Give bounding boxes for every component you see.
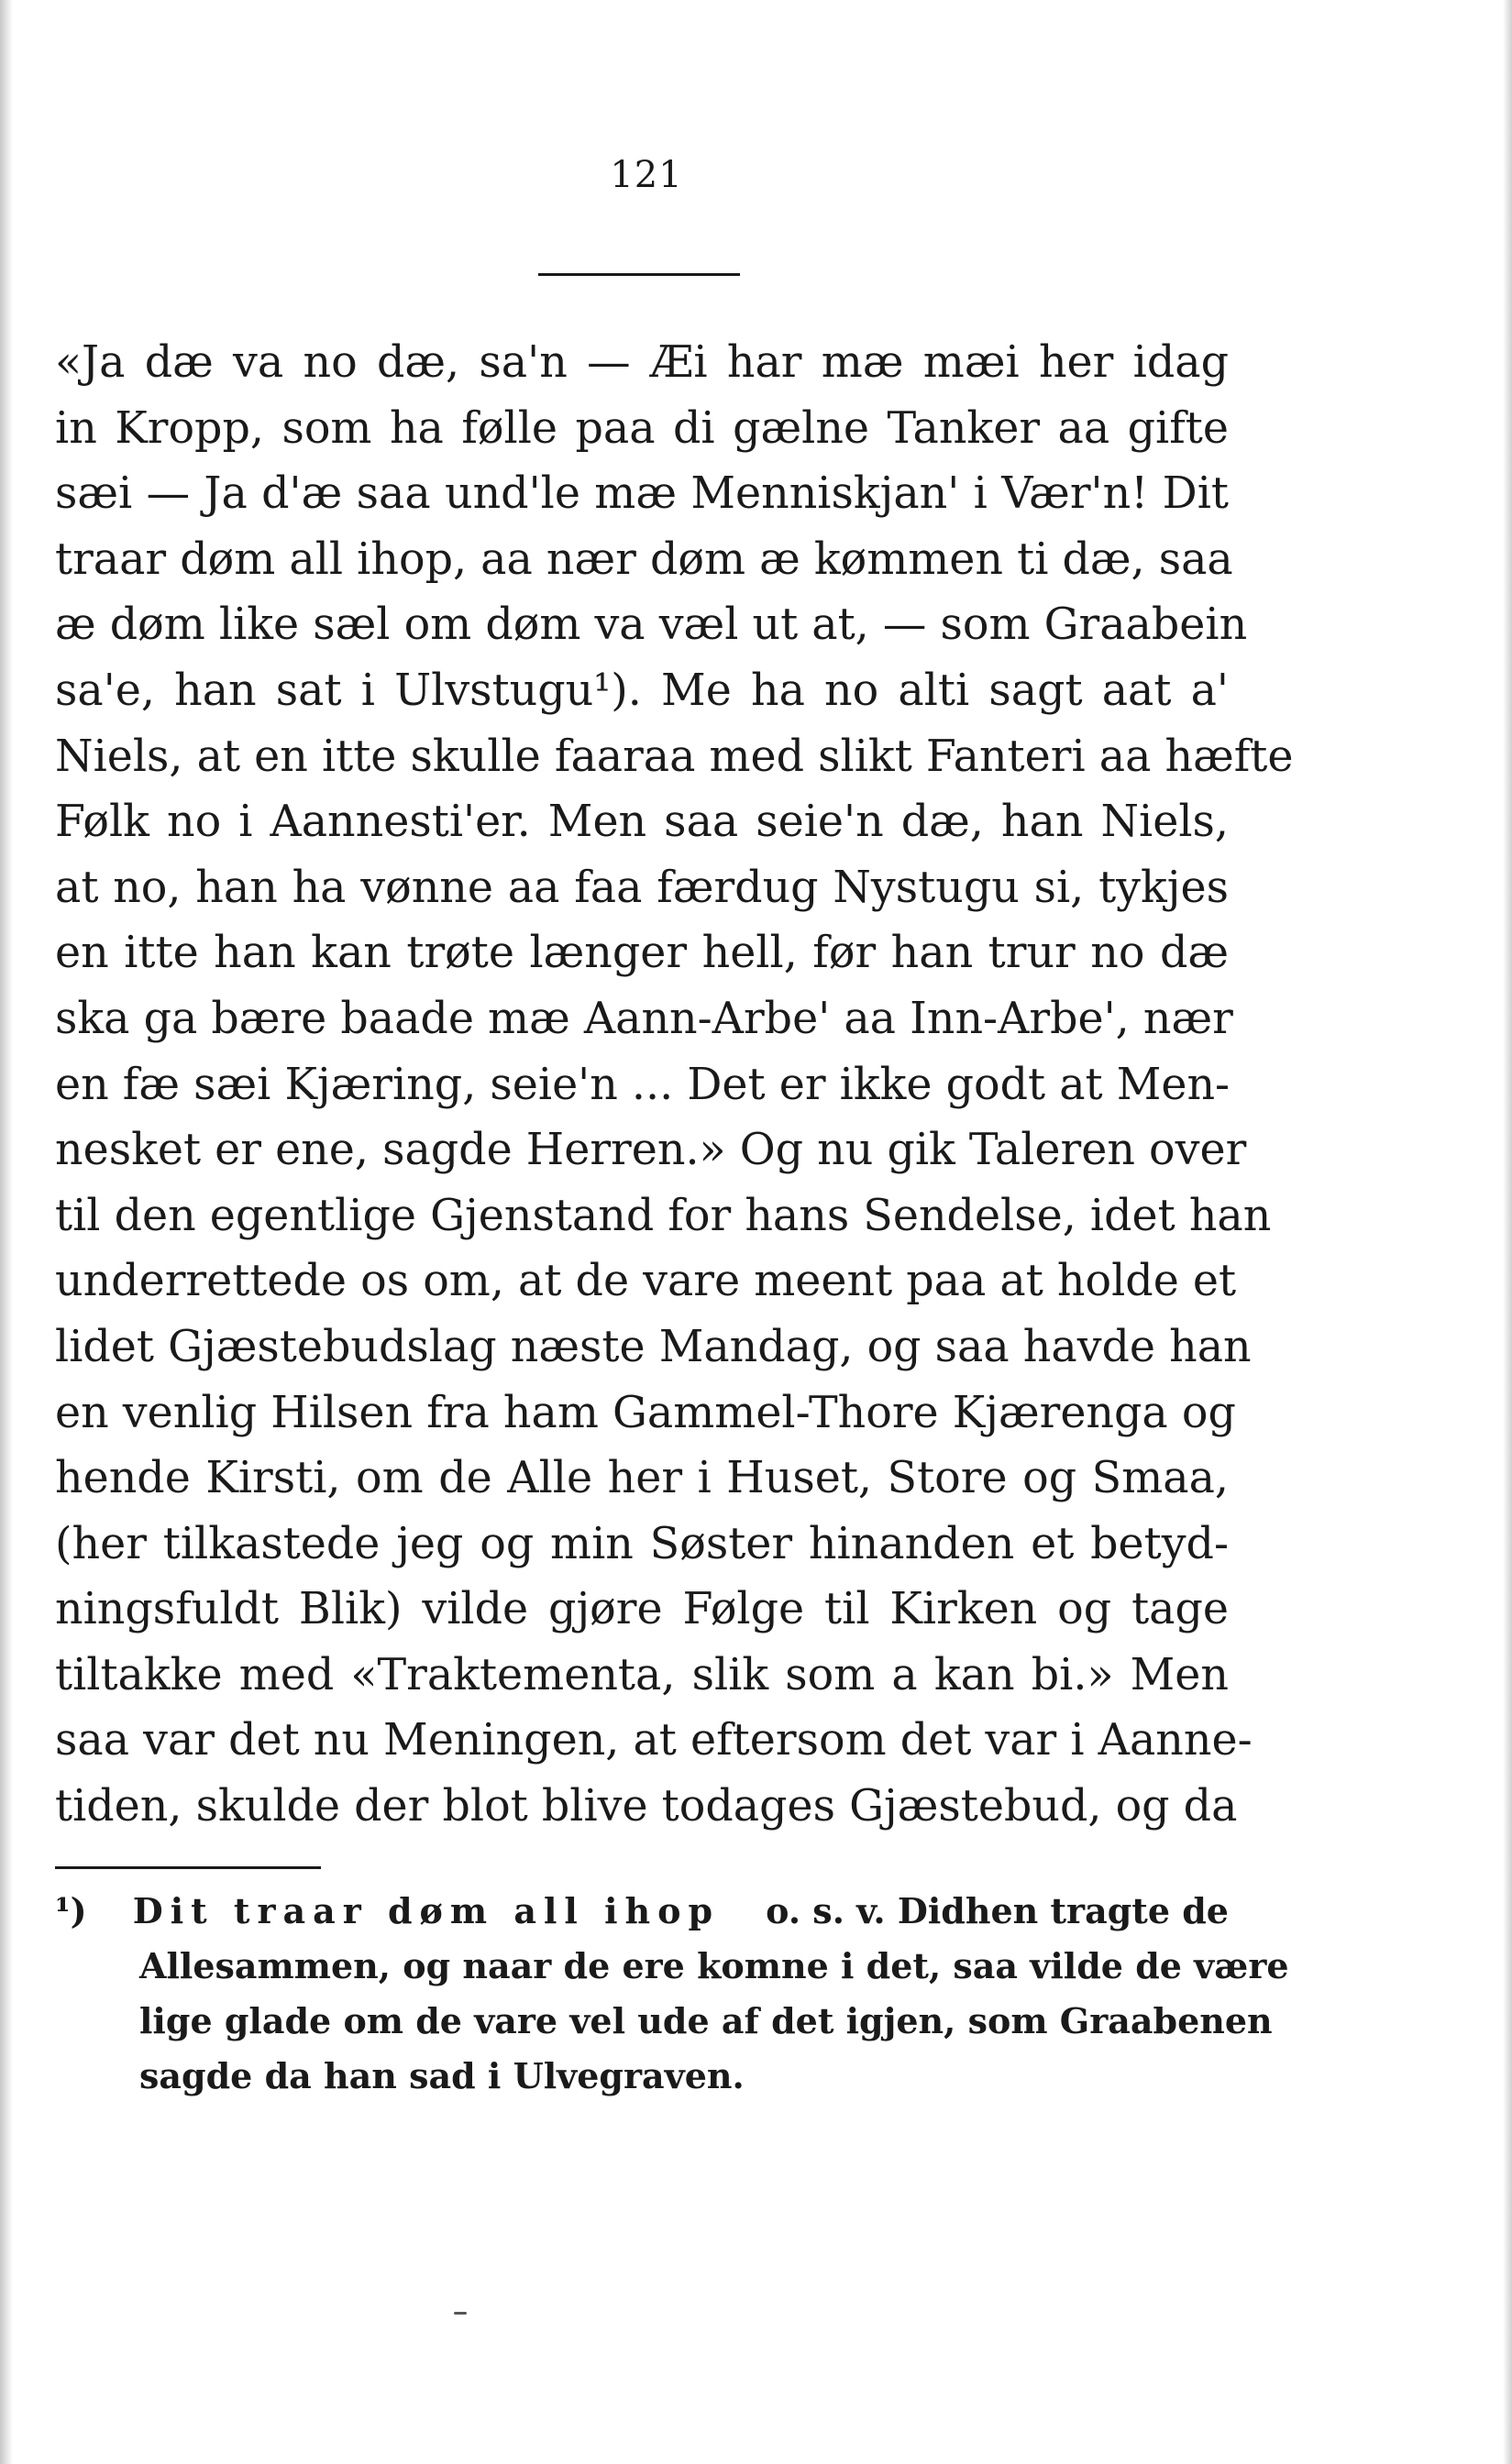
body-line-10: en itte han kan trøte længer hell, før han trur no dæ <box>55 928 1229 979</box>
body-line-2: in Kropp, som ha følle paa di gælne Tanker aa gifte <box>55 402 1229 454</box>
body-line-13: nesket er ene, sagde Herren.» Og nu gik Taleren over <box>55 1125 1247 1176</box>
print-speck <box>454 2312 467 2315</box>
header-rule <box>538 273 740 276</box>
body-line-9: at no, han ha vønne aa faa færdug Nystugu si, tykjes <box>55 862 1229 913</box>
page-number: 121 <box>610 154 683 196</box>
body-line-7: Niels, at en itte skulle faaraa med slikt Fanteri aa hæfte <box>55 731 1294 782</box>
body-line-22: saa var det nu Meningen, at eftersom det var i Aanne- <box>55 1715 1253 1766</box>
body-line-4: traar døm all ihop, aa nær døm æ kømmen ti dæ, saa <box>55 534 1233 585</box>
footnote-spaced-phrase: Dit traar døm all ihop <box>132 1890 721 1931</box>
body-line-18: hende Kirsti, om de Alle her i Huset, Store og Smaa, <box>55 1453 1229 1504</box>
footnote-line-3: lige glade om de vare vel ude af det igjen, som Graabenen <box>139 2000 1273 2041</box>
body-line-14: til den egentlige Gjenstand for hans Sendelse, idet han <box>55 1190 1272 1241</box>
body-text <box>55 330 1294 1840</box>
body-line-3: sæi — Ja d'æ saa und'le mæ Menniskjan' i Vær'n! Dit <box>55 468 1229 520</box>
body-line-5: æ døm like sæl om døm va væl ut at, — som Graabein <box>55 600 1248 651</box>
body-line-21: tiltakke med «Traktementa, slik som a kan bi.» Men <box>55 1649 1229 1700</box>
body-line-1: «Ja dæ va no dæ, sa'n — Æi har mæ mæi her idag <box>55 337 1229 388</box>
body-line-8: Følk no i Aannesti'er. Men saa seie'n dæ, han Niels, <box>55 797 1229 848</box>
footnote <box>55 1884 1289 2104</box>
page-edge-left <box>0 0 13 2464</box>
footnote-line-2: Allesammen, og naar de ere komne i det, saa vilde de være <box>139 1945 1289 1986</box>
body-line-16: lidet Gjæstebudslag næste Mandag, og saa havde han <box>55 1321 1252 1372</box>
footnote-marker: ¹) <box>55 1890 87 1931</box>
body-line-6: sa'e, han sat i Ulvstugu¹). Me ha no alti sagt aat a' <box>55 665 1229 716</box>
body-line-19: (her tilkastede jeg og min Søster hinanden et betyd- <box>55 1518 1229 1569</box>
body-line-17: en venlig Hilsen fra ham Gammel-Thore Kjærenga og <box>55 1387 1236 1438</box>
footnote-first-line <box>55 1884 1229 1939</box>
body-line-11: ska ga bære baade mæ Aann-Arbe' aa Inn-Arbe', nær <box>55 993 1233 1044</box>
page-edge-right <box>1503 0 1512 2464</box>
body-line-20: ningsfuldt Blik) vilde gjøre Følge til Kirken og tage <box>55 1584 1229 1635</box>
footnote-rule <box>55 1866 321 1869</box>
footnote-line-4: sagde da han sad i Ulvegraven. <box>139 2055 745 2096</box>
body-line-12: en fæ sæi Kjæring, seie'n ... Det er ikke godt at Men- <box>55 1059 1231 1110</box>
footnote-first-line-rest: o. s. v. Didhen tragte de <box>766 1890 1229 1931</box>
body-line-23: tiden, skulde der blot blive todages Gjæstebud, og da <box>55 1781 1238 1832</box>
body-line-15: underrettede os om, at de vare meent paa at holde et <box>55 1256 1237 1307</box>
